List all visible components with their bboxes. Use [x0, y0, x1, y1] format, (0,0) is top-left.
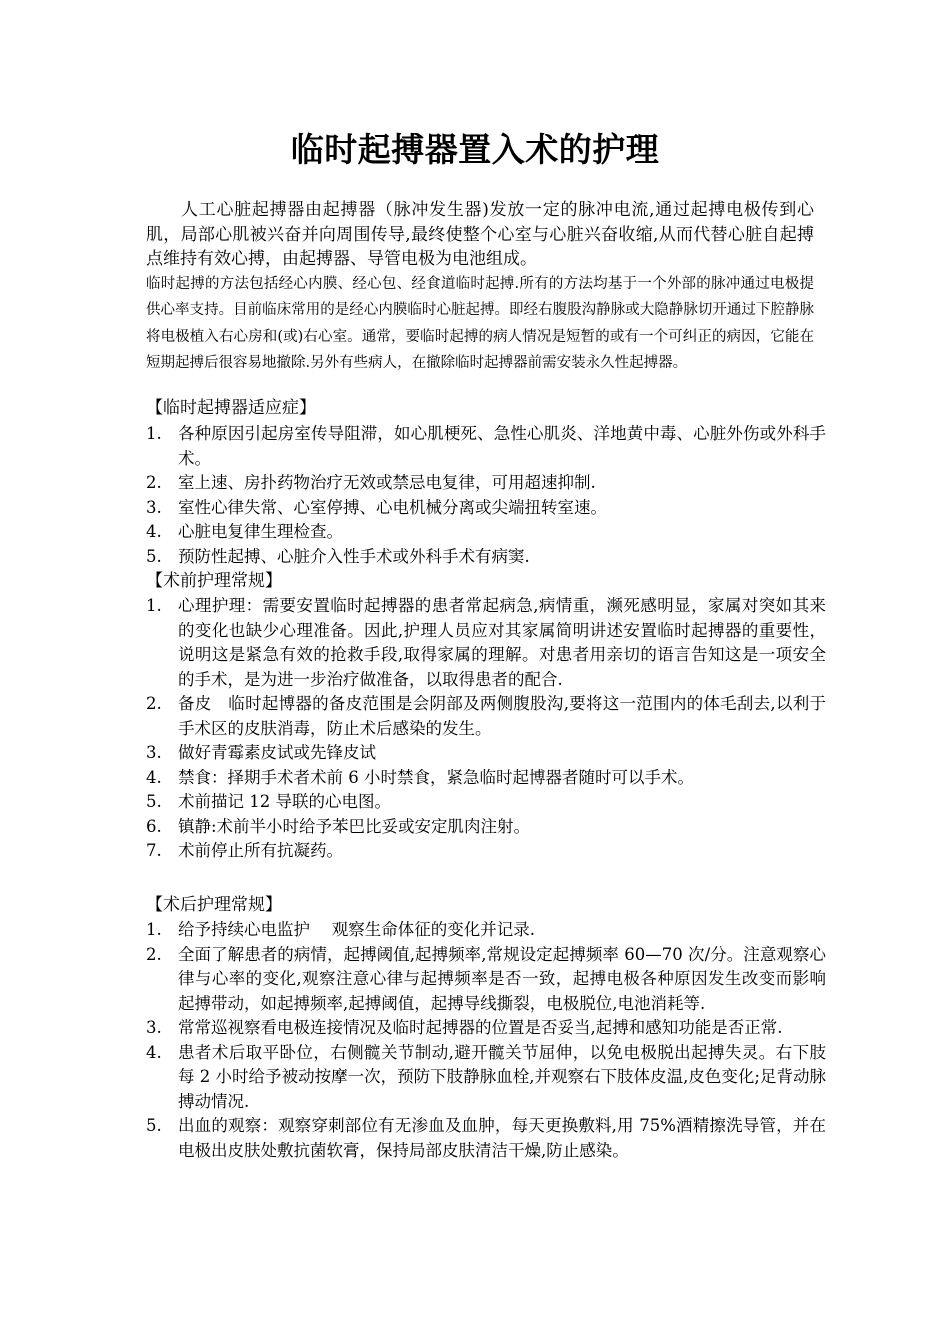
list-item-text: 术前停止所有抗凝药。	[178, 841, 343, 860]
section-heading-indications: 【临时起搏器适应症】	[146, 398, 316, 418]
list-item	[146, 422, 826, 471]
list-item-number: 1.	[146, 920, 162, 939]
list-item-number: 3.	[146, 1018, 162, 1037]
list-item-number: 6.	[146, 816, 162, 836]
list-item-text: 备皮 临时起博器的备皮范围是会阴部及两侧腹股沟,要将这一范围内的体毛刮去,以利于手术区的皮肤消毒，防止术后感染的发生。	[178, 694, 826, 738]
list-item	[146, 471, 826, 496]
list-item-text: 心脏电复律生理检查。	[178, 522, 343, 541]
list-item-number: 1.	[146, 596, 162, 615]
list-item-number: 2.	[146, 694, 162, 713]
list-item-text: 术前描记 12 导联的心电图。	[178, 792, 391, 811]
list-item	[146, 496, 826, 521]
list-item-text: 心理护理：需要安置临时起搏器的患者常起病急,病情重，濒死感明显，家属对突如其来的变化也缺少心理准备。因此,护理人员应对其家属简明讲述安置临时起搏器的重要性，说明这是紧急有效的抢救手段,取得家属的理解。对患者用亲切的语言告知这是一项安全的手术，是为进一步治疗做准备，以取得患者的配合.	[178, 596, 826, 689]
list-item-number: 1.	[146, 424, 162, 443]
intro-paragraph: 人工心脏起搏器由起搏器（脉冲发生器)发放一定的脉冲电流,通过起搏电极传到心肌，局部心肌被兴奋并向周围传导,最终使整个心室与心脏兴奋收缩,从而代替心脏自起搏点维持有效心搏，由起搏器、导管电极为电池组成。	[146, 200, 814, 269]
list-item	[146, 1041, 826, 1115]
list-item	[146, 766, 826, 791]
list-item	[146, 741, 826, 766]
list-item-text: 室性心律失常、心室停搏、心电机械分离或尖端扭转室速。	[178, 497, 607, 517]
list-item-number: 7.	[146, 841, 162, 860]
list-item-text: 镇静:术前半小时给予苯巴比妥或安定肌肉注射。	[178, 816, 531, 836]
document-title: 临时起搏器置入术的护理	[290, 130, 660, 169]
list-item-number: 3.	[146, 743, 162, 762]
list-item	[146, 790, 826, 815]
list-item-number: 5.	[146, 792, 162, 811]
preop-list	[146, 594, 826, 864]
list-item-text: 室上速、房扑药物治疗无效或禁忌电复律，可用超速抑制.	[178, 473, 596, 492]
section-heading-postop: 【术后护理常规】	[146, 895, 282, 915]
list-item-text: 常常巡视察看电极连接情况及临时起搏器的位置是否妥当,起搏和感知功能是否正常.	[178, 1018, 783, 1037]
list-item-text: 做好青霉素皮试或先锋皮试	[178, 743, 376, 762]
methods-paragraph: 临时起搏的方法包括经心内膜、经心包、经食道临时起搏.所有的方法均基于一个外部的脉冲通过电极提供心率支持。目前临床常用的是经心内膜临时心脏起搏。即经右腹股沟静脉或大隐静脉切开通过下腔静脉将电极植入右心房和(或)右心室。通常，要临时起搏的病人情况是短暂的或有一个可纠正的病因，它能在短期起搏后很容易地撤除.另外有些病人，在撤除临时起搏器前需安装永久性起搏器。	[146, 276, 814, 371]
list-item	[146, 1016, 826, 1041]
list-item-text: 患者术后取平卧位，右侧髋关节制动,避开髋关节屈伸，以免电极脱出起搏失灵。右下肢每 2 小时给予被动按摩一次，预防下肢静脉血栓,并观察右下肢体皮温,皮色变化;足背动脉搏动情况.	[178, 1042, 826, 1111]
list-item	[146, 815, 826, 840]
list-item-number: 5.	[146, 1116, 162, 1135]
list-item-text: 给予持续心电监护 观察生命体征的变化并记录.	[178, 920, 535, 939]
list-item	[146, 839, 826, 864]
list-item-number: 3.	[146, 497, 162, 517]
section-heading-preop: 【术前护理常规】	[146, 571, 282, 591]
list-item-text: 禁食：择期手术者术前 6 小时禁食，紧急临时起博器者随时可以手术。	[178, 767, 694, 787]
list-item-text: 全面了解患者的病情，起搏阈值,起搏频率,常规设定起搏频率 60—70 次/分。注意观察心律与心率的变化,观察注意心律与起搏频率是否一致，起搏电极各种原因发生改变而影响起搏带动，如起搏频率,起搏阈值，起搏导线撕裂，电极脱位,电池消耗等.	[178, 944, 826, 1013]
list-item	[146, 1114, 826, 1163]
list-item	[146, 520, 826, 545]
list-item	[146, 943, 826, 1017]
list-item-number: 4.	[146, 767, 162, 787]
list-item-number: 5.	[146, 546, 162, 566]
list-item	[146, 918, 826, 943]
list-item-text: 各种原因引起房室传导阻滞，如心肌梗死、急性心肌炎、洋地黄中毒、心脏外伤或外科手术。	[178, 424, 826, 468]
list-item	[146, 545, 826, 570]
list-item-text: 出血的观察：观察穿刺部位有无渗血及血肿，每天更换敷料,用 75%酒精擦洗导管，并在电极出皮肤处敷抗菌软膏，保持局部皮肤清洁干燥,防止感染。	[178, 1116, 826, 1160]
list-item	[146, 692, 826, 741]
list-item	[146, 594, 826, 692]
list-item-number: 4.	[146, 1042, 162, 1062]
list-item-number: 2.	[146, 944, 162, 964]
list-item-number: 4.	[146, 522, 162, 541]
indications-list	[146, 422, 826, 569]
list-item-number: 2.	[146, 473, 162, 492]
list-item-text: 预防性起搏、心脏介入性手术或外科手术有病窦.	[178, 546, 530, 566]
postop-list	[146, 918, 826, 1163]
